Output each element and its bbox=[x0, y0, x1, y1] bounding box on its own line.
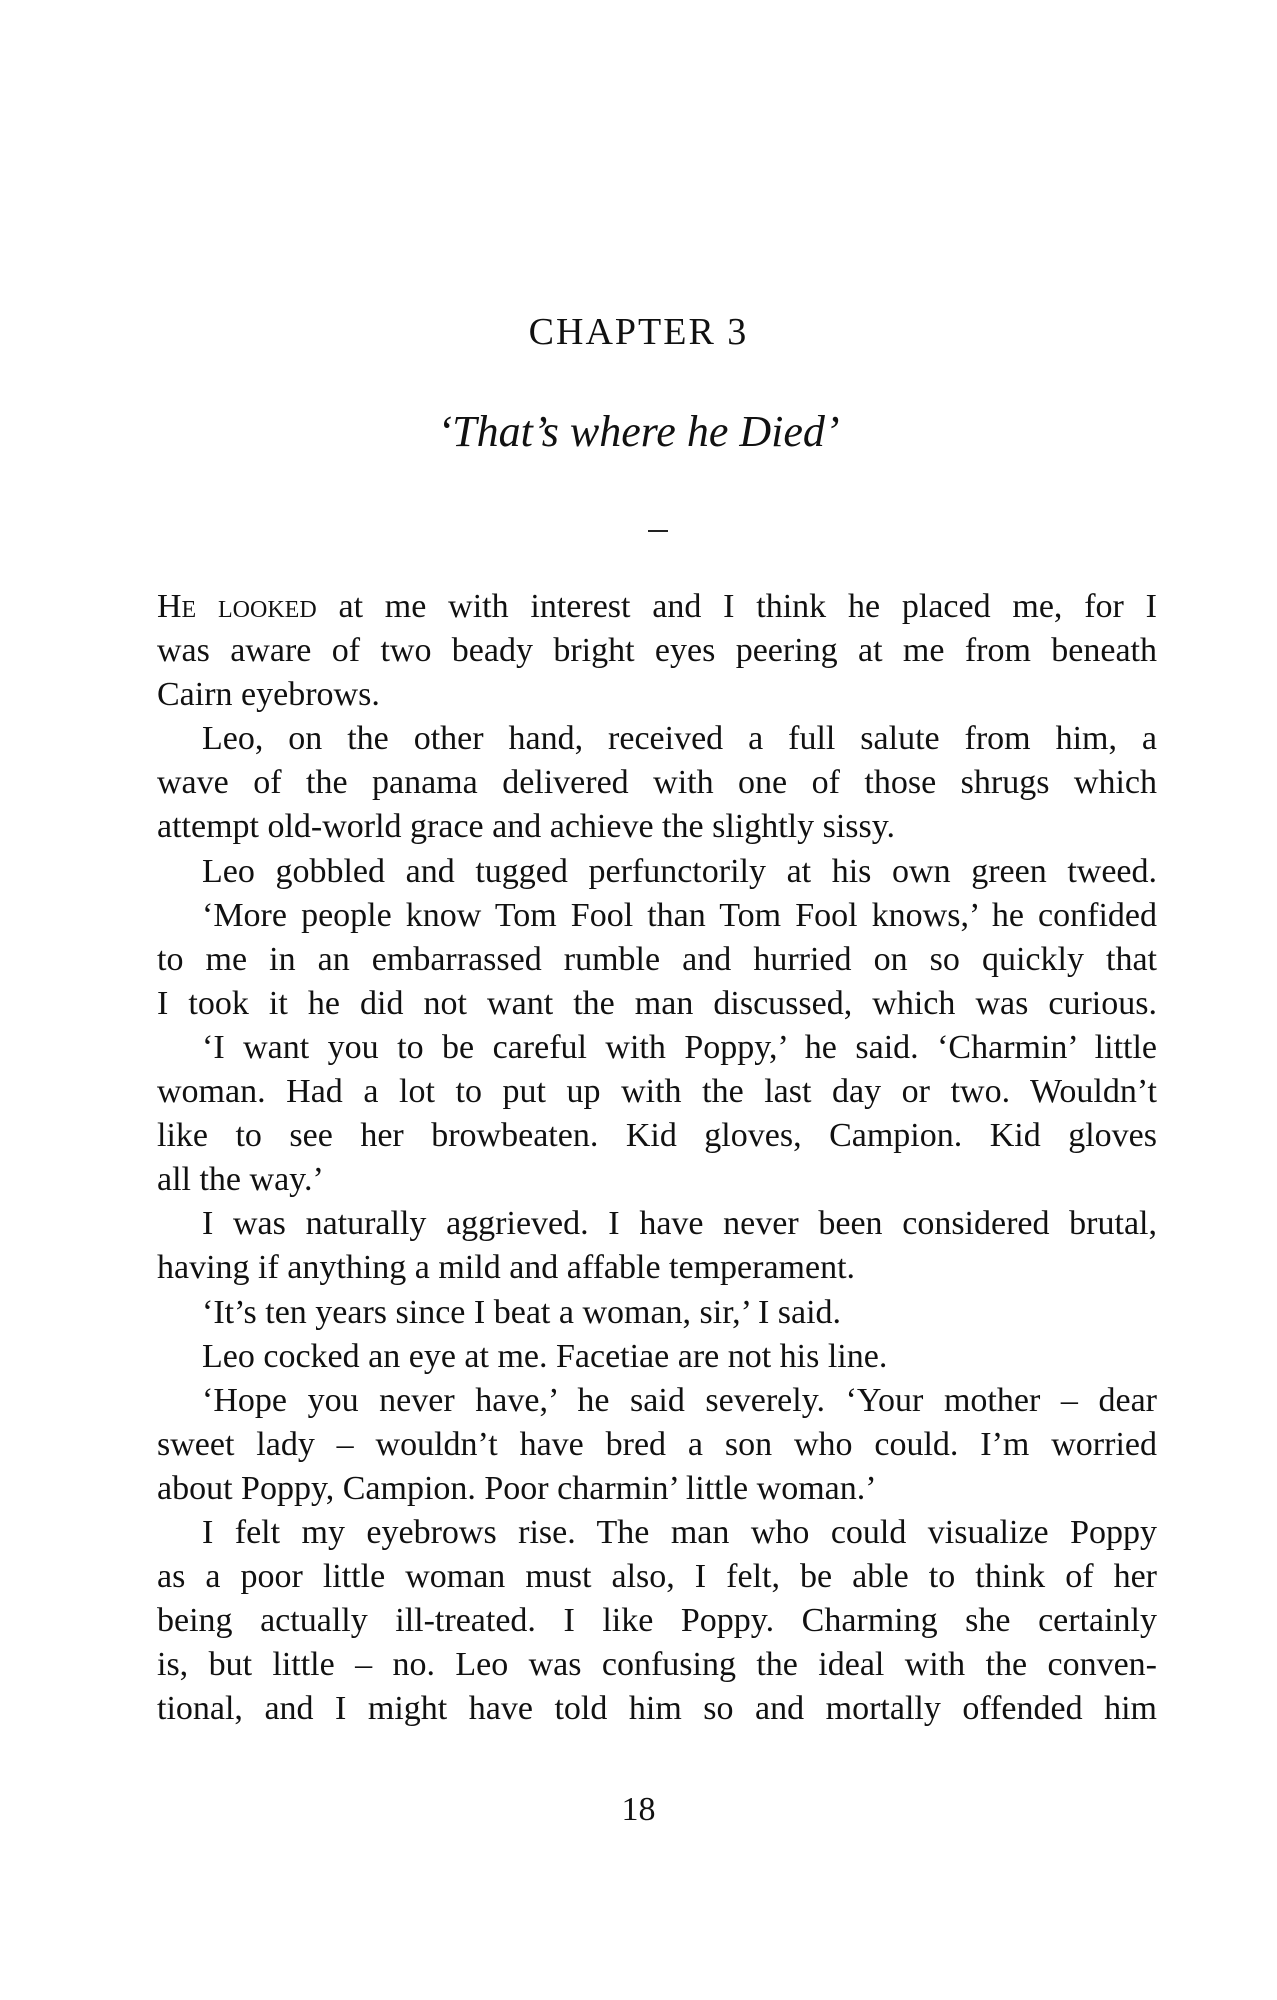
title-rule bbox=[648, 530, 668, 532]
text-line: ‘Hope you never have,’ he said severely. ‘Your mother – dear bbox=[202, 1381, 1157, 1419]
text-line: Leo gobbled and tugged perfunctorily at his own green tweed. bbox=[202, 852, 1157, 890]
text-line: woman. Had a lot to put up with the last day or two. Wouldn’t bbox=[157, 1073, 1157, 1111]
text-line: being actually ill-treated. I like Poppy. Charming she certainly bbox=[157, 1602, 1157, 1640]
text-line: all the way.’ bbox=[157, 1161, 324, 1199]
opening-small-caps: He looked bbox=[157, 588, 317, 625]
text-line: wave of the panama delivered with one of those shrugs which bbox=[157, 764, 1157, 802]
text-line: I took it he did not want the man discussed, which was curious. bbox=[157, 984, 1157, 1022]
text-line: attempt old-world grace and achieve the slightly sissy. bbox=[157, 808, 896, 846]
body-text bbox=[157, 585, 1157, 1731]
chapter-number: CHAPTER 3 bbox=[528, 311, 749, 353]
text-line: as a poor little woman must also, I felt, be able to think of her bbox=[157, 1558, 1157, 1596]
text-line: tional, and I might have told him so and mortally offended him bbox=[157, 1690, 1157, 1728]
text-line: ‘It’s ten years since I beat a woman, sir,’ I said. bbox=[202, 1293, 842, 1331]
text-line: is, but little – no. Leo was confusing the ideal with the conven- bbox=[157, 1646, 1157, 1684]
opening-line-rest: at me with interest and I think he placed me, for I bbox=[316, 588, 1157, 625]
text-line bbox=[157, 585, 1157, 629]
text-line: like to see her browbeaten. Kid gloves, Campion. Kid gloves bbox=[157, 1117, 1157, 1155]
text-line: Cairn eyebrows. bbox=[157, 676, 380, 714]
text-line: having if anything a mild and affable temperament. bbox=[157, 1249, 856, 1287]
text-line: Leo, on the other hand, received a full salute from him, a bbox=[202, 720, 1157, 758]
chapter-title: ‘That’s where he Died’ bbox=[437, 407, 840, 456]
text-line: ‘More people know Tom Fool than Tom Fool knows,’ he confided bbox=[202, 896, 1157, 934]
text-line: Leo cocked an eye at me. Facetiae are not his line. bbox=[202, 1337, 888, 1375]
text-line: to me in an embarrassed rumble and hurried on so quickly that bbox=[157, 940, 1157, 978]
text-line: was aware of two beady bright eyes peering at me from beneath bbox=[157, 632, 1157, 670]
text-line: sweet lady – wouldn’t have bred a son who could. I’m worried bbox=[157, 1425, 1157, 1463]
text-line: I felt my eyebrows rise. The man who could visualize Poppy bbox=[202, 1513, 1157, 1551]
text-line: I was naturally aggrieved. I have never been considered brutal, bbox=[202, 1205, 1157, 1243]
page-number: 18 bbox=[621, 1791, 656, 1828]
text-line: ‘I want you to be careful with Poppy,’ he said. ‘Charmin’ little bbox=[202, 1028, 1157, 1066]
text-line: about Poppy, Campion. Poor charmin’ little woman.’ bbox=[157, 1469, 877, 1507]
